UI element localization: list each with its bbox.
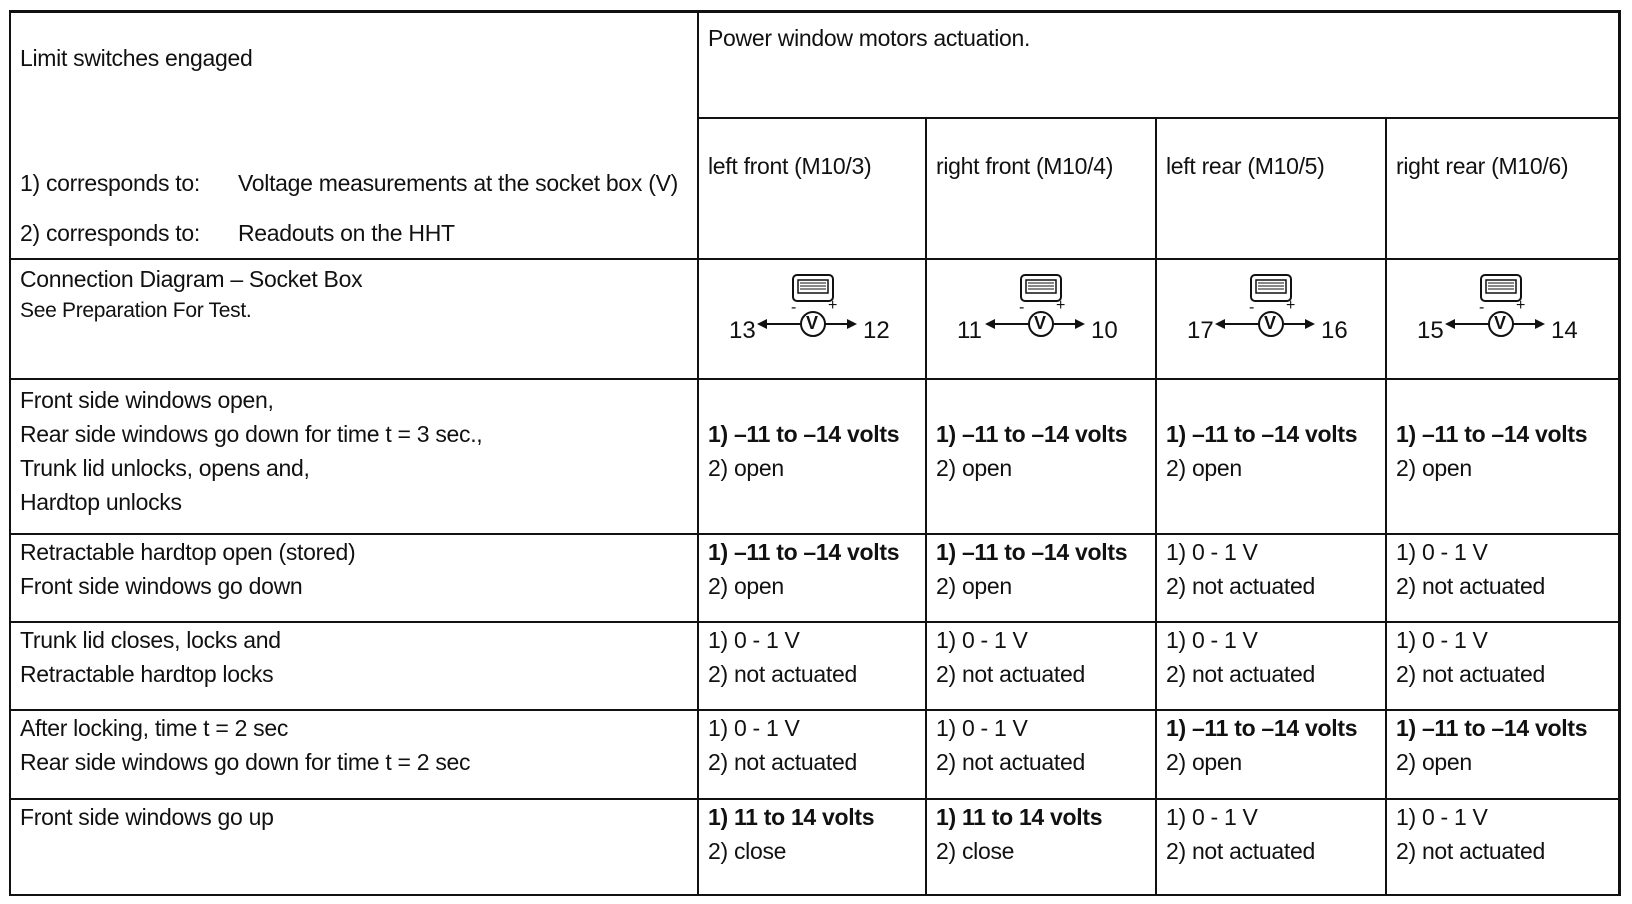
pin-number: 11 — [957, 317, 982, 344]
result-cell — [1396, 800, 1545, 868]
hht-readout: 2) open — [1396, 455, 1472, 481]
voltage-reading: 1) –11 to –14 volts — [1166, 715, 1358, 741]
hht-readout: 2) open — [1166, 749, 1242, 775]
pin-number: 16 — [1321, 317, 1348, 344]
result-cell — [936, 417, 1127, 485]
voltage-reading: 1) 0 - 1 V — [1396, 804, 1488, 830]
hht-readout: 2) not actuated — [1396, 838, 1545, 864]
voltage-reading: 1) 0 - 1 V — [1166, 627, 1258, 653]
hht-readout: 2) not actuated — [1396, 573, 1545, 599]
voltage-reading: 1) 0 - 1 V — [708, 715, 800, 741]
pin-number: 14 — [1551, 317, 1578, 344]
voltage-reading: 1) 0 - 1 V — [936, 715, 1028, 741]
result-cell — [708, 800, 874, 868]
condition-line: Trunk lid unlocks, opens and, — [20, 455, 310, 481]
pin-number: 13 — [729, 317, 756, 344]
hht-readout: 2) not actuated — [936, 661, 1085, 687]
plus-sign: + — [1286, 297, 1296, 314]
result-cell — [708, 623, 857, 691]
voltage-reading: 1) 0 - 1 V — [1166, 804, 1258, 830]
socket-box-diagram — [1417, 269, 1581, 349]
result-cell — [1166, 535, 1315, 603]
column-header-right-front: right front (M10/4) — [936, 153, 1114, 179]
condition-cell — [20, 383, 482, 519]
pin-number: 10 — [1091, 317, 1118, 344]
result-cell — [936, 711, 1085, 779]
voltage-reading: 1) 0 - 1 V — [1396, 627, 1488, 653]
hht-readout: 2) open — [1396, 749, 1472, 775]
diagnostic-table — [9, 10, 1621, 896]
socket-box-diagram — [729, 269, 893, 349]
column-header-left-rear: left rear (M10/5) — [1166, 153, 1325, 179]
connection-diagram-label — [20, 263, 362, 327]
condition-line: Hardtop unlocks — [20, 489, 182, 515]
voltage-reading: 1) 0 - 1 V — [1396, 539, 1488, 565]
minus-sign: - — [1249, 299, 1255, 316]
hht-readout: 2) not actuated — [708, 749, 857, 775]
condition-line: Rear side windows go down for time t = 2 sec — [20, 749, 471, 775]
column-header-left-front: left front (M10/3) — [708, 153, 872, 179]
row-divider — [11, 378, 1618, 380]
socket-box-diagram — [1187, 269, 1351, 349]
plus-sign: + — [828, 297, 838, 314]
legend-value: Readouts on the HHT — [238, 220, 455, 246]
hht-readout: 2) open — [1166, 455, 1242, 481]
column-divider — [1385, 117, 1387, 894]
socket-box-diagram — [957, 269, 1121, 349]
hht-readout: 2) open — [936, 573, 1012, 599]
hht-readout: 2) not actuated — [1166, 838, 1315, 864]
result-cell — [708, 417, 899, 485]
hht-readout: 2) open — [936, 455, 1012, 481]
result-cell — [1166, 711, 1357, 779]
plus-sign: + — [1516, 297, 1526, 314]
condition-line: Retractable hardtop locks — [20, 661, 274, 687]
result-cell — [936, 800, 1102, 868]
meter-symbol: V — [1034, 313, 1047, 333]
condition-line: Retractable hardtop open (stored) — [20, 539, 356, 565]
hht-readout: 2) open — [708, 455, 784, 481]
column-divider — [925, 117, 927, 894]
voltage-reading: 1) –11 to –14 volts — [936, 421, 1128, 447]
voltage-reading: 1) –11 to –14 volts — [708, 421, 900, 447]
result-cell — [1396, 417, 1587, 485]
voltage-reading: 1) –11 to –14 volts — [1396, 715, 1588, 741]
row-divider — [697, 117, 1618, 119]
connection-subtitle: See Preparation For Test. — [20, 299, 252, 322]
meter-symbol: V — [806, 313, 819, 333]
result-cell — [1396, 535, 1545, 603]
voltage-reading: 1) 0 - 1 V — [1166, 539, 1258, 565]
minus-sign: - — [1479, 299, 1485, 316]
meter-symbol: V — [1264, 313, 1277, 333]
condition-line: Trunk lid closes, locks and — [20, 627, 281, 653]
column-divider — [1155, 117, 1157, 894]
result-cell — [708, 711, 857, 779]
condition-line: Front side windows go up — [20, 804, 274, 830]
voltage-reading: 1) –11 to –14 volts — [1166, 421, 1358, 447]
condition-line: Rear side windows go down for time t = 3 sec., — [20, 421, 483, 447]
condition-cell — [20, 623, 281, 691]
minus-sign: - — [791, 299, 797, 316]
result-cell — [1166, 417, 1357, 485]
result-cell — [1166, 623, 1315, 691]
condition-cell — [20, 535, 355, 603]
legend-key: 2) corresponds to: — [20, 220, 200, 246]
legend-key: 1) corresponds to: — [20, 170, 200, 196]
meter-symbol: V — [1494, 313, 1507, 333]
column-header-right-rear: right rear (M10/6) — [1396, 153, 1569, 179]
voltage-reading: 1) 0 - 1 V — [936, 627, 1028, 653]
legend-value: Voltage measurements at the socket box (V) — [238, 170, 678, 196]
voltage-reading: 1) 11 to 14 volts — [708, 804, 875, 830]
power-window-heading: Power window motors actuation. — [708, 25, 1031, 51]
voltage-reading: 1) 11 to 14 volts — [936, 804, 1103, 830]
condition-cell — [20, 800, 274, 834]
row-divider — [11, 258, 1618, 260]
hht-readout: 2) open — [708, 573, 784, 599]
minus-sign: - — [1019, 299, 1025, 316]
hht-readout: 2) not actuated — [1166, 573, 1315, 599]
voltage-reading: 1) –11 to –14 volts — [1396, 421, 1588, 447]
pin-number: 15 — [1417, 317, 1444, 344]
voltage-reading: 1) –11 to –14 volts — [708, 539, 900, 565]
condition-cell — [20, 711, 470, 779]
hht-readout: 2) not actuated — [708, 661, 857, 687]
hht-readout: 2) close — [708, 838, 787, 864]
result-cell — [1396, 711, 1587, 779]
plus-sign: + — [1056, 297, 1066, 314]
voltage-reading: 1) –11 to –14 volts — [936, 539, 1128, 565]
limit-switches-heading: Limit switches engaged — [20, 45, 253, 71]
result-cell — [936, 623, 1085, 691]
hht-readout: 2) not actuated — [1166, 661, 1315, 687]
condition-line: After locking, time t = 2 sec — [20, 715, 289, 741]
legend — [20, 166, 678, 250]
hht-readout: 2) not actuated — [936, 749, 1085, 775]
connection-title: Connection Diagram – Socket Box — [20, 266, 363, 292]
condition-line: Front side windows open, — [20, 387, 274, 413]
pin-number: 17 — [1187, 317, 1214, 344]
result-cell — [936, 535, 1127, 603]
result-cell — [1396, 623, 1545, 691]
hht-readout: 2) close — [936, 838, 1015, 864]
result-cell — [1166, 800, 1315, 868]
voltage-reading: 1) 0 - 1 V — [708, 627, 800, 653]
result-cell — [708, 535, 899, 603]
column-divider — [697, 13, 699, 894]
condition-line: Front side windows go down — [20, 573, 303, 599]
hht-readout: 2) not actuated — [1396, 661, 1545, 687]
pin-number: 12 — [863, 317, 890, 344]
